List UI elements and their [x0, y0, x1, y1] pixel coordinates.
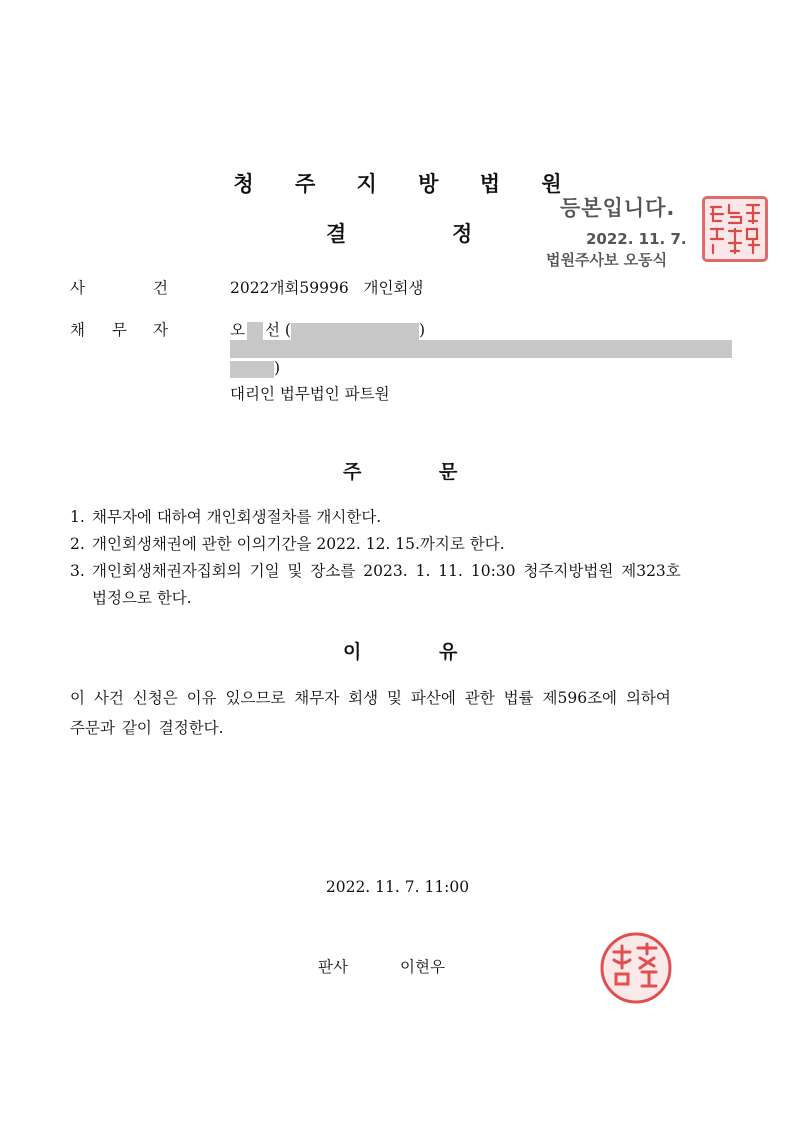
close-paren-2: ): [274, 359, 281, 377]
case-label-1: 사: [70, 279, 85, 297]
order-item: [70, 504, 740, 531]
address-line-2: [230, 359, 280, 378]
order-item-text: 채무자에 대하여 개인회생절차를 개시한다.: [92, 508, 382, 526]
redacted-address-line-2: [230, 361, 274, 378]
case-label-2: 건: [153, 279, 168, 297]
court-name: 청 주 지 방 법 원: [233, 172, 579, 196]
case-number: 2022개회59996 개인회생: [230, 279, 424, 297]
redacted-address-line-1: [230, 340, 732, 358]
judge-name: 이현우: [400, 958, 445, 976]
decision-datetime: 2022. 11. 7. 11:00: [325, 878, 470, 896]
certified-copy-label: 등본입니다.: [560, 196, 676, 220]
order-heading-left: 주: [343, 461, 362, 483]
order-item: [70, 558, 740, 585]
court-seal-icon: [702, 196, 768, 262]
open-paren: (: [284, 321, 291, 339]
doc-type-left: 결: [326, 222, 347, 246]
order-item-number: 3.: [70, 562, 85, 580]
order-item-text: 개인회생채권자집회의 기일 및 장소를 2023. 1. 11. 10:30 청주지방법원 제323호: [92, 562, 681, 580]
debtor-label-1: 채: [70, 321, 85, 339]
close-paren: ): [418, 321, 426, 339]
doc-type-right: 정: [452, 222, 473, 246]
debtor-name-first: 오: [230, 321, 245, 339]
debtor-name-last: 선: [264, 321, 280, 339]
order-heading-right: 문: [439, 461, 458, 483]
reason-line-1: 이 사건 신청은 이유 있으므로 채무자 회생 및 파산에 관한 법률 제596조에 의하여: [70, 689, 671, 707]
certified-copy-date: 2022. 11. 7.: [586, 230, 687, 248]
judge-seal-icon: [598, 930, 674, 1006]
debtor-representative: 대리인 법무법인 파트원: [230, 385, 390, 403]
reason-line-2: 주문과 같이 결정한다.: [70, 719, 224, 737]
order-item-number: 2.: [70, 535, 85, 553]
debtor-label-3: 자: [153, 321, 168, 339]
debtor-name-line: [230, 318, 425, 341]
order-item-text: 개인회생채권에 관한 이의기간을 2022. 12. 15.까지로 한다.: [92, 535, 505, 553]
reason-heading-left: 이: [343, 641, 362, 663]
certified-copy-clerk: 법원주사보 오동식: [546, 251, 668, 269]
reason-heading-right: 유: [439, 641, 458, 663]
order-item-continuation: 법정으로 한다.: [92, 589, 192, 607]
redacted-name: [247, 322, 263, 341]
order-item: [70, 531, 740, 558]
order-item-number: 1.: [70, 508, 85, 526]
redacted-id-number: [291, 323, 419, 340]
judge-title: 판사: [318, 958, 348, 976]
debtor-label-2: 무: [112, 321, 127, 339]
